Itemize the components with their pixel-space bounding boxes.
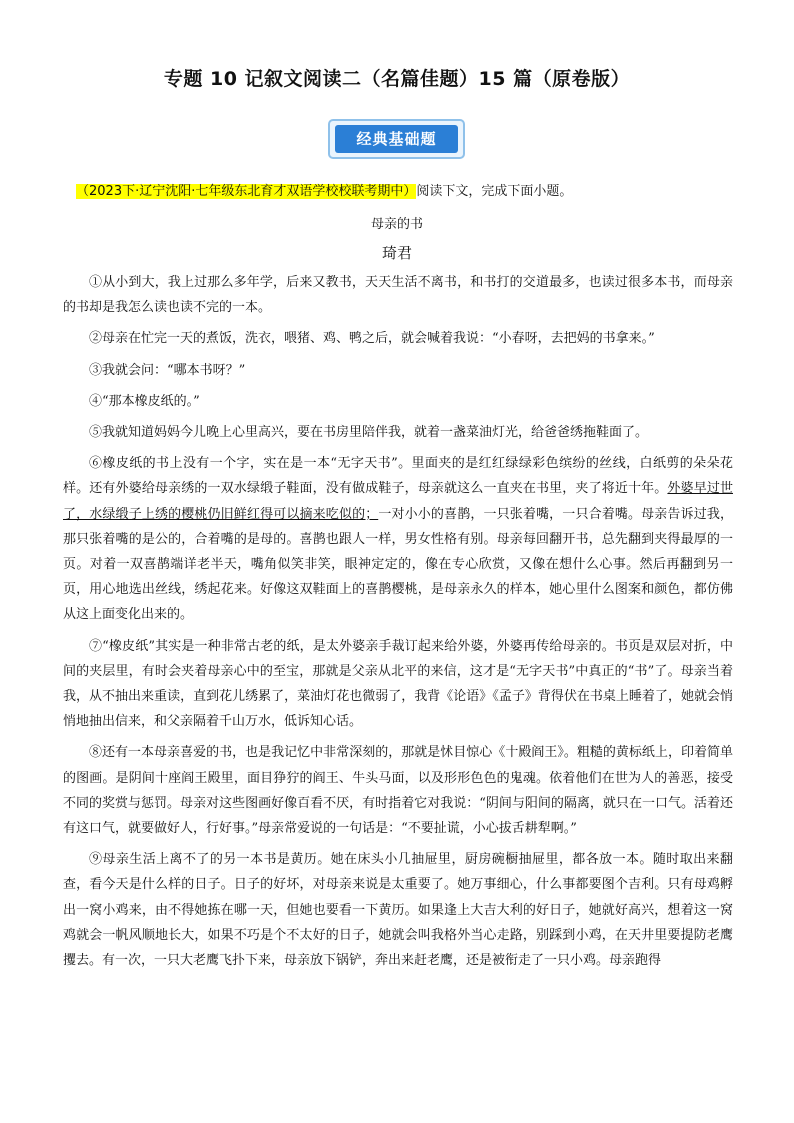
paragraph-3: ③我就会问：“哪本书呀？” xyxy=(89,362,246,378)
paragraph-8: ⑧还有一本母亲喜爱的书，也是我记忆中非常深刻的，那就是怵目惊心《十殿阎王》。粗糙的黄标纸上，印着简单的图画。是阴间十座阎王殿里，面目狰狞的阎王、牛头马面，以及形形色色的鬼魂。依着他们在世为人的善恶，接受不同的奖赏与惩罚。母亲对这些图画好像百看不厌，有时指着它对我说：“阴间与阳间的隔离，就只在一口气。活着还有这口气，就要做好人，行好事。”母亲常爱说的一句话是：“不要扯谎，小心拔舌耕犁啊。” xyxy=(63,745,733,837)
paragraph-9: ⑨母亲生活上离不了的另一本书是黄历。她在床头小几抽屉里，厨房碗橱抽屉里，都各放一本。随时取出来翻查，看今天是什么样的日子。日子的好坏，对母亲来说是太重要了。她万事细心，什么事都要图个吉利。只有母鸡孵出一窝小鸡来，由不得她拣在哪一天，但她也要看一下黄历。如果逢上大吉大利的好日子，她就好高兴，想着这一窝鸡就会一帆风顺地长大，如果不巧是个不太好的日子，她就会叫我格外当心走路，别踩到小鸡，在天井里要提防老鹰攫去。有一次，一只大老鹰飞扑下来，母亲放下锅铲，奔出来赶老鹰，还是被衔走了一只小鸡。母亲跑得 xyxy=(63,852,733,969)
paragraph-5: ⑤我就知道妈妈今儿晚上心里高兴，要在书房里陪伴我，就着一盏菜油灯光，给爸爸绣拖鞋面了。 xyxy=(89,425,649,441)
section-badge xyxy=(328,119,465,159)
passage-title: 母亲的书 xyxy=(370,217,423,232)
document-title: 专题 10 记叙文阅读二（名篇佳题）15 篇（原卷版） xyxy=(163,68,631,90)
paragraph-1: ①从小到大，我上过那么多年学，后来又教书，天天生活不离书，和书打的交道最多，也读过很多本书，而母亲的书却是我怎么读也读不完的一本。 xyxy=(63,275,733,316)
paragraph-2: ②母亲在忙完一天的煮饭，洗衣，喂猪、鸡、鸭之后，就会喊着我说：“小春呀，去把妈的书拿来。” xyxy=(89,331,655,347)
paragraph-6 xyxy=(63,451,733,627)
underlined-sentence: 外婆早过世了，水绿缎子上绣的樱桃仍旧鲜红得可以摘来吃似的； xyxy=(63,481,733,522)
passage-body xyxy=(63,270,733,979)
question-source xyxy=(76,180,572,199)
paragraph-7: ⑦“橡皮纸”其实是一种非常古老的纸，是太外婆亲手裁订起来给外婆，外婆再传给母亲的。书页是双层对折，中间的夹层里，有时会夹着母亲心中的至宝，那就是父亲从北平的来信，这才是“无字天书”中真正的“书”了。母亲当着我，从不抽出来重读，直到花儿绣累了，菜油灯花也微弱了，我背《论语》《孟子》背得伏在书桌上睡着了，她就会悄悄地抽出信来，和父亲隔着千山万水，低诉知心话。 xyxy=(63,638,733,730)
paragraph-4: ④“那本橡皮纸的。” xyxy=(89,393,200,409)
source-instruction: 阅读下文，完成下面小题。 xyxy=(416,184,573,199)
source-highlight: （2023下·辽宁沈阳·七年级东北育才双语学校校联考期中） xyxy=(76,184,417,199)
badge-label: 经典基础题 xyxy=(335,125,458,153)
paragraph-6-end: 一对小小的喜鹊，一只张着嘴，一只合着嘴。母亲告诉过我，那只张着嘴的是公的，合着嘴的是母的。喜鹊也跟人一样，男女性格有别。母亲每回翻开书，总先翻到夹得最厚的一页。对着一双喜鹊端详老半天，嘴角似笑非笑，眼神定定的，像在专心欣赏，又像在想什么心事。然后再翻到另一页，用心地选出丝线，绣起花来。好像这双鞋面上的喜鹊樱桃，是母亲永久的样本，她心里什么图案和颜色，都仿佛从这上面变化出来的。 xyxy=(63,506,733,623)
paragraph-6-start: ⑥橡皮纸的书上没有一个字，实在是一本“无字天书”。里面夹的是红红绿绿彩色缤纷的丝线，白纸剪的朵朵花样。还有外婆给母亲绣的一双水绿缎子鞋面，没有做成鞋子，母亲就这么一直夹在书里，夹了将近十年。 xyxy=(63,456,733,497)
passage-author: 琦君 xyxy=(381,244,412,262)
